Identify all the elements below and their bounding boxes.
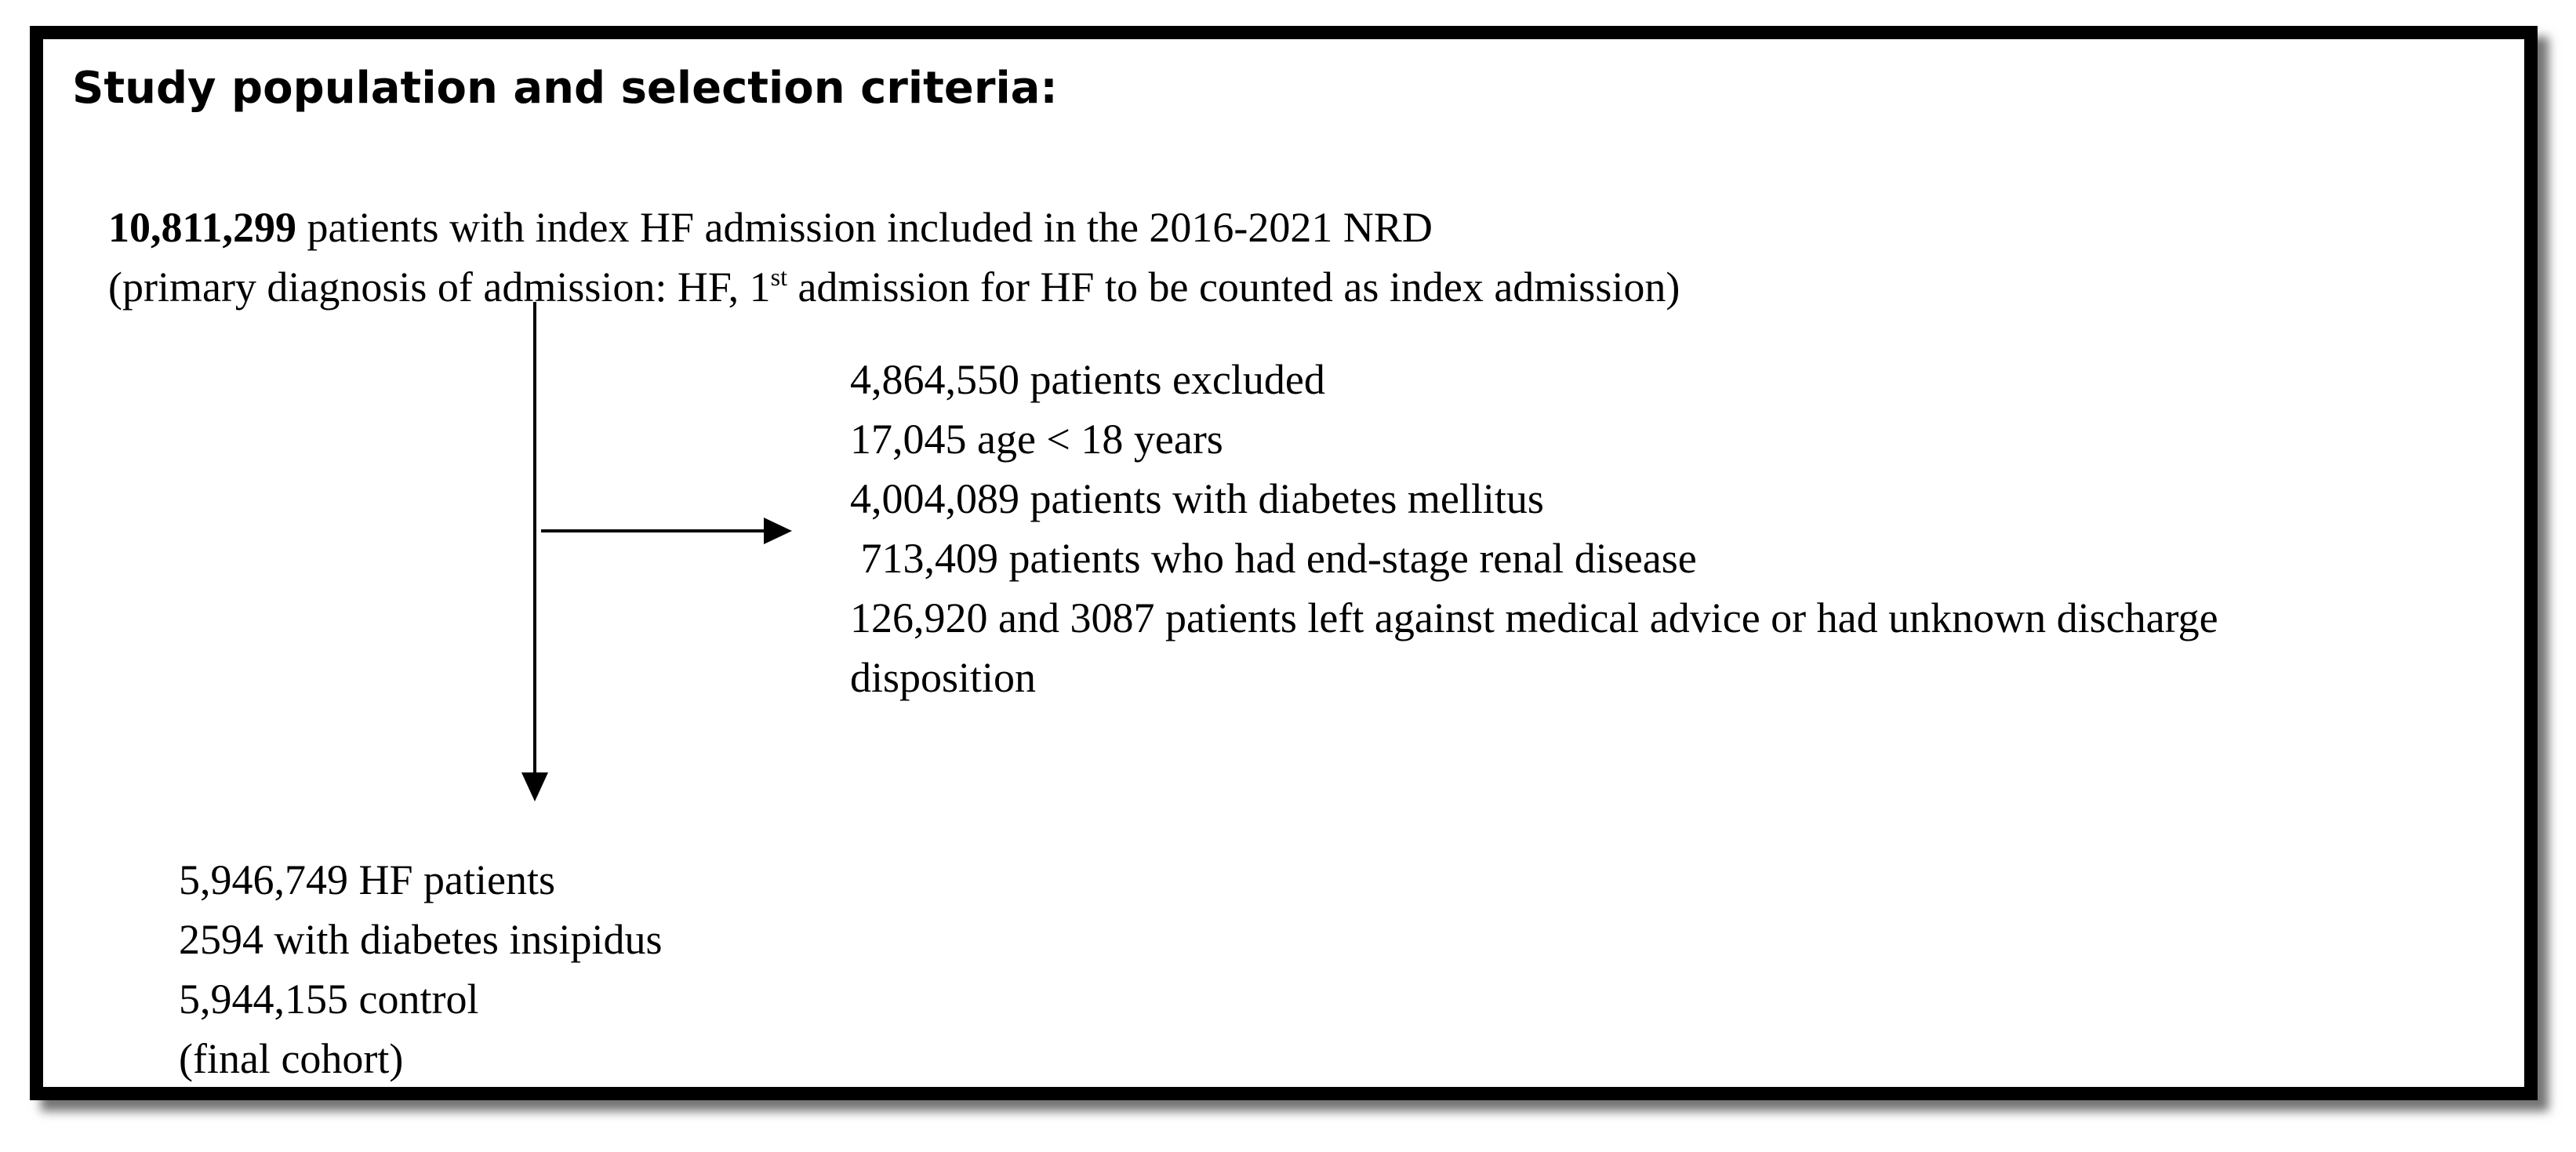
exclusion-header: 4,864,550 patients excluded: [850, 356, 1325, 403]
initial-population-count: 10,811,299: [108, 204, 297, 251]
final-cohort-line: 5,946,749 HF patients: [179, 856, 555, 903]
final-cohort-line: 2594 with diabetes insipidus: [179, 916, 663, 963]
exclusion-item: 126,920 and 3087 patients left against medical advice or had unknown discharge: [850, 594, 2218, 641]
initial-population-criteria: [108, 257, 1680, 317]
criteria-superscript: st: [770, 263, 787, 291]
criteria-text-start: (primary diagnosis of admission: HF, 1: [108, 263, 771, 311]
initial-population-description: patients with index HF admission included in the 2016-2021 NRD: [296, 204, 1433, 251]
final-cohort-line: 5,944,155 control: [179, 976, 479, 1023]
criteria-text-end: admission for HF to be counted as index admission): [787, 263, 1680, 311]
exclusion-item: disposition: [850, 654, 1037, 701]
exclusion-item: 17,045 age < 18 years: [850, 416, 1223, 463]
final-cohort-line: (final cohort): [179, 1035, 404, 1082]
exclusion-item: 4,004,089 patients with diabetes mellitus: [850, 475, 1544, 522]
final-cohort-box: [179, 850, 662, 1088]
initial-population-box: [108, 198, 1680, 317]
exclusion-box: [850, 350, 2218, 707]
exclusion-item: 713,409 patients who had end-stage renal disease: [850, 535, 1697, 582]
page-title: Study population and selection criteria:: [72, 63, 1058, 114]
initial-population-line: [108, 198, 1680, 257]
